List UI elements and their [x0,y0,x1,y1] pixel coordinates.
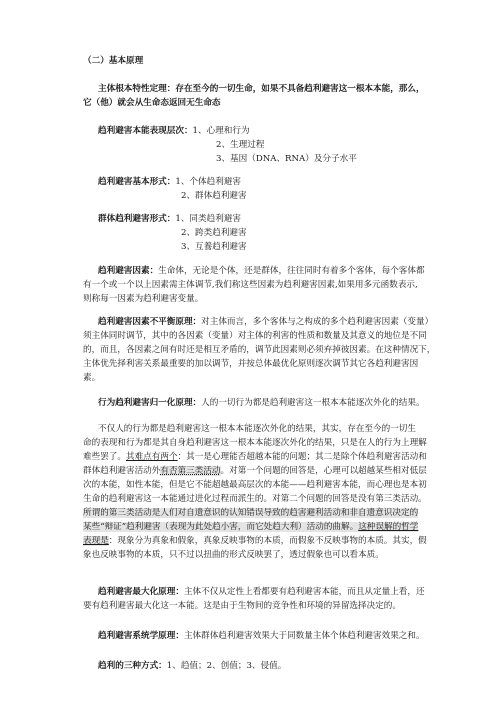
highlighted-underlined-text: 表现是 [83,536,109,546]
system-label: 趋利避害系统学原理： [98,631,184,641]
imbalance-line-4: 主体优先择利害关系最重要的加以调节，并按总体最优化原则逐次调节其它各趋利避害因 [83,359,419,369]
text-segment: ：其一是心理能否超越本能的问题；其二是除个体趋利避害活动和 [177,452,427,462]
imbalance-label: 趋利避害因素不平衡原理： [98,317,202,327]
imbalance-line-2: 须主体同时调节，其中的各因素（变量）对主体的利害的性质和数量及其意义的地位是不同 [83,331,427,341]
three-ways-line [98,661,500,672]
long-para-line-8 [83,522,500,533]
underlined-text: 其难点有两个 [125,452,178,462]
highlighted-text: 有否第三类活动 [160,466,221,476]
factors-text: 生命体，无论是个体，还是群体，往往同时有着多个客体，每个客体都 [158,266,425,276]
instinct-levels-line-1 [98,126,500,137]
basic-forms-line-1 [98,177,500,188]
factors-line-2: 有一个或一个以上因素需主体调节,我们称这些因素为趋利避害因素,如果用多元函数表示, [83,280,418,290]
text-segment: ：现象分为真象和假象，真象反映事物的本质，而假象不反映事物的本质。其实，假 [108,536,427,546]
instinct-level-item: 1、心理和行为 [192,126,250,136]
long-para-line-9 [83,536,500,547]
group-form-item: 2、跨类趋利避害 [181,228,247,238]
group-forms-label: 群体趋利避害形式： [98,214,176,224]
core-property-theorem-line-2: 它（他）就会从生命态返回无生命态 [83,98,221,108]
imbalance-line-3: 的，而且，各因素之间有时还是相互矛盾的，调节此因素则必须弃掉彼因素。在这种情况下， [83,345,436,355]
long-para-line-3 [83,452,500,463]
section-title: （二）基本原理 [83,56,144,66]
basic-form-item: 1、个体趋利避害 [175,177,241,187]
long-para-line-6: 生命的趋利避害这一本能通过进化过程而派生的。对第二个问题的回答是没有第三类活动。 [83,494,427,504]
long-para-line-7 [83,508,500,519]
long-para-line-10: 象也反映事物的本质，只不过以扭曲的形式反映罢了，透过假象也可以看本质。 [83,550,384,560]
maximize-line-1 [98,587,500,598]
imbalance-text: 对主体而言，多个客体与之构成的多个趋利避害因素（变量） [201,317,434,327]
three-ways-text: 1、趋值；2、创值；3、侵值。 [166,661,287,671]
maximize-text: 主体不仅从定性上看都要有趋利避害本能，而且从定量上看，还 [183,587,425,597]
highlighted-text: 某些“辩证”趋利避害（表现为此处趋小害，而它处趋大利）活动的曲解。 [83,522,359,532]
basic-forms-label: 趋利避害基本形式： [98,177,176,187]
long-para-line-4 [83,466,500,477]
instinct-level-item: 2、生理过程 [216,140,265,150]
basic-form-item: 2、群体趋利避害 [181,191,247,201]
long-para-line-5: 次的本能，如性本能，但是它不能超越最高层次的本能——趋利避害本能，而心理也是本初 [83,480,427,490]
three-ways-label: 趋利的三种方式： [98,661,167,671]
text-segment: 难些罢了。 [83,452,126,462]
system-text: 主体群体趋利避害效果大于同数量主体个体趋利避害效果之和。 [183,631,425,641]
factors-line-3: 则称每一因素为趋利避害变量。 [83,294,204,304]
imbalance-line-1 [98,317,500,328]
core-property-theorem-label: 主体根本特性定理： [98,84,176,94]
factors-label: 趋利避害因素： [98,266,159,276]
core-property-theorem-line-1 [98,84,500,95]
core-property-theorem-text-1: 存在至今的一切生命，如果不具备趋利避害这一根本本能，那么， [175,84,425,94]
highlighted-text: 所谓的第三类活动是人们对自遗意识的认知错误导致的趋害避利活动和非自遗意识决定的 [83,508,419,518]
behavior-line [98,398,500,409]
maximize-line-2: 要有趋利避害最大化这一本能。这是由于生物间的竞争性和环境的异留选择决定的。 [83,601,401,611]
group-form-item: 3、互養趋利避害 [181,242,247,252]
long-para-line-1: 不仅人的行为都是趋利避害这一根本本能逐次外化的结果，其实，存在至今的一切生 [98,424,416,434]
highlighted-underlined-text: 这种误解的哲学 [358,522,419,532]
imbalance-line-5: 素。 [83,373,101,383]
text-segment: 。对第一个问题的回答是，心理可以超越某些相对低层 [220,466,427,476]
behavior-label: 行为趋利避害归一化原理： [98,398,202,408]
behavior-text: 人的一切行为都是趋利避害这一根本本能逐次外化的结果。 [201,398,425,408]
factors-line-1 [98,266,500,277]
group-form-item: 1、同类趋利避害 [175,214,241,224]
instinct-levels-label: 趋利避害本能表现层次： [98,126,193,136]
instinct-level-item: 3、基因（DNA、RNA）及分子水平 [216,154,357,164]
long-para-line-2: 命的表现和行为都是其自身趋利避害这一根本本能逐次外化的结果，只是在人的行为上理解 [83,438,427,448]
text-segment: 群体趋利避害活动外 [83,466,161,476]
maximize-label: 趋利避害最大化原理： [98,587,184,597]
system-line [98,631,500,642]
group-forms-line-1 [98,214,500,225]
